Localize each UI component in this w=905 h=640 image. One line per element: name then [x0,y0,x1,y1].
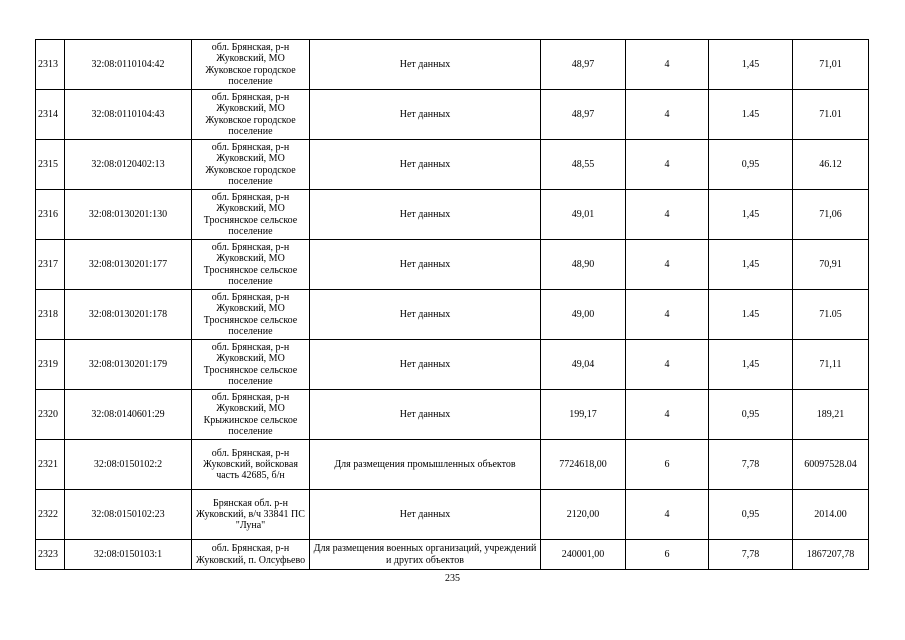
address: обл. Брянская, р-н Жуковский, МО Жуковское городское поселение [192,140,310,190]
area-value: 49,00 [541,290,626,340]
area-value: 2120,00 [541,490,626,540]
address: обл. Брянская, р-н Жуковский, МО Крыжинское сельское поселение [192,390,310,440]
cadastral-number: 32:08:0130201:130 [65,190,192,240]
permitted-use: Для размещения промышленных объектов [310,440,541,490]
address: обл. Брянская, р-н Жуковский, МО Жуковское городское поселение [192,40,310,90]
row-number: 2320 [36,390,65,440]
cadastral-number: 32:08:0130201:177 [65,240,192,290]
row-number: 2319 [36,340,65,390]
table-row [36,440,869,490]
permitted-use: Нет данных [310,490,541,540]
address: обл. Брянская, р-н Жуковский, МО Жуковское городское поселение [192,90,310,140]
permitted-use: Нет данных [310,390,541,440]
cadastral-number: 32:08:0150103:1 [65,540,192,570]
table-row [36,90,869,140]
group-number: 4 [626,140,709,190]
page-number: 235 [445,573,460,584]
cadastral-value: 1867207,78 [793,540,869,570]
area-value: 48,97 [541,90,626,140]
table-body [36,40,869,570]
group-number: 4 [626,40,709,90]
address: обл. Брянская, р-н Жуковский, МО Троснянское сельское поселение [192,240,310,290]
permitted-use: Нет данных [310,340,541,390]
permitted-use: Нет данных [310,90,541,140]
permitted-use: Нет данных [310,190,541,240]
cadastral-number: 32:08:0140601:29 [65,390,192,440]
table-row [36,190,869,240]
area-value: 49,01 [541,190,626,240]
cadastral-number: 32:08:0150102:2 [65,440,192,490]
rate-value: 1,45 [709,190,793,240]
table-row [36,290,869,340]
rate-value: 1.45 [709,90,793,140]
cadastral-number: 32:08:0150102:23 [65,490,192,540]
permitted-use: Нет данных [310,140,541,190]
cadastral-value: 71,06 [793,190,869,240]
cadastral-value: 60097528.04 [793,440,869,490]
cadastral-number: 32:08:0110104:42 [65,40,192,90]
row-number: 2316 [36,190,65,240]
address: обл. Брянская, р-н Жуковский, п. Олсуфьево [192,540,310,570]
cadastral-value: 70,91 [793,240,869,290]
permitted-use: Для размещения военных организаций, учреждений и других объектов [310,540,541,570]
permitted-use: Нет данных [310,240,541,290]
rate-value: 0,95 [709,390,793,440]
land-register-table [35,39,869,570]
cadastral-number: 32:08:0110104:43 [65,90,192,140]
cadastral-value: 71,11 [793,340,869,390]
group-number: 4 [626,490,709,540]
table-row [36,340,869,390]
group-number: 4 [626,190,709,240]
rate-value: 1,45 [709,340,793,390]
table-row [36,490,869,540]
row-number: 2317 [36,240,65,290]
area-value: 7724618,00 [541,440,626,490]
table-row [36,540,869,570]
cadastral-value: 71.01 [793,90,869,140]
group-number: 4 [626,90,709,140]
rate-value: 1.45 [709,290,793,340]
rate-value: 1,45 [709,40,793,90]
rate-value: 7,78 [709,540,793,570]
group-number: 4 [626,290,709,340]
row-number: 2315 [36,140,65,190]
address: Брянская обл. р-н Жуковский, в/ч 33841 ПС "Луна" [192,490,310,540]
address: обл. Брянская, р-н Жуковский, войсковая часть 42685, б/н [192,440,310,490]
cadastral-number: 32:08:0120402:13 [65,140,192,190]
cadastral-value: 46.12 [793,140,869,190]
address: обл. Брянская, р-н Жуковский, МО Троснянское сельское поселение [192,340,310,390]
row-number: 2313 [36,40,65,90]
address: обл. Брянская, р-н Жуковский, МО Троснянское сельское поселение [192,290,310,340]
rate-value: 0,95 [709,490,793,540]
area-value: 48,55 [541,140,626,190]
area-value: 49,04 [541,340,626,390]
cadastral-value: 71.05 [793,290,869,340]
cadastral-number: 32:08:0130201:178 [65,290,192,340]
permitted-use: Нет данных [310,290,541,340]
table-row [36,240,869,290]
cadastral-value: 189,21 [793,390,869,440]
row-number: 2323 [36,540,65,570]
group-number: 4 [626,340,709,390]
cadastral-number: 32:08:0130201:179 [65,340,192,390]
table-row [36,390,869,440]
rate-value: 7,78 [709,440,793,490]
cadastral-value: 2014.00 [793,490,869,540]
row-number: 2318 [36,290,65,340]
group-number: 4 [626,240,709,290]
table-row [36,40,869,90]
address: обл. Брянская, р-н Жуковский, МО Троснянское сельское поселение [192,190,310,240]
area-value: 48,97 [541,40,626,90]
area-value: 240001,00 [541,540,626,570]
permitted-use: Нет данных [310,40,541,90]
rate-value: 1,45 [709,240,793,290]
group-number: 6 [626,540,709,570]
cadastral-value: 71,01 [793,40,869,90]
row-number: 2322 [36,490,65,540]
group-number: 4 [626,390,709,440]
area-value: 48,90 [541,240,626,290]
group-number: 6 [626,440,709,490]
row-number: 2321 [36,440,65,490]
area-value: 199,17 [541,390,626,440]
row-number: 2314 [36,90,65,140]
rate-value: 0,95 [709,140,793,190]
table-row [36,140,869,190]
